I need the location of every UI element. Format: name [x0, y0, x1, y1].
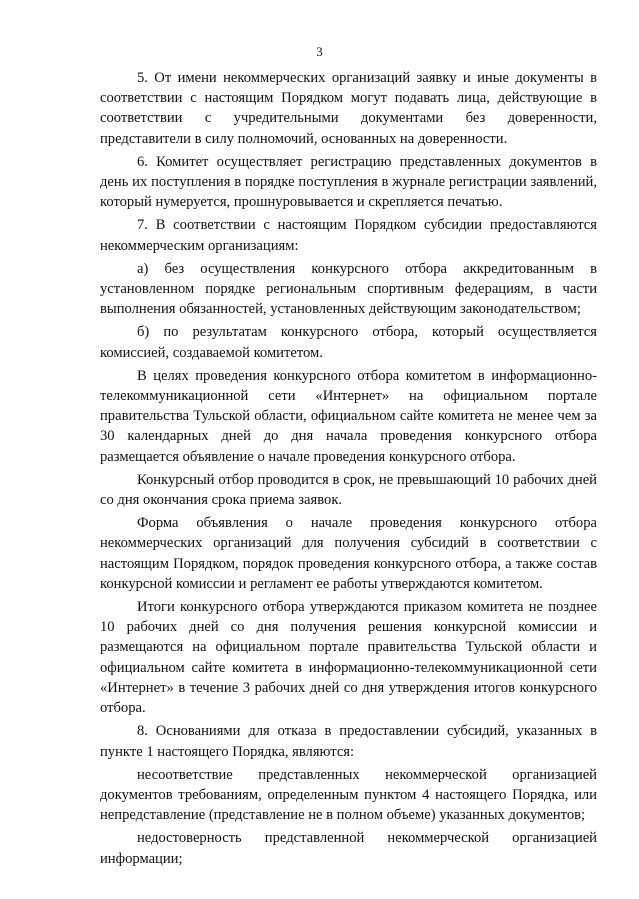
document-body	[100, 68, 597, 872]
paragraph-8: 8. Основаниями для отказа в предоставлении субсидий, указанных в пункте 1 настоящего Порядка, являются:	[100, 723, 597, 760]
paragraph-selection-results: Итоги конкурсного отбора утверждаются приказом комитета не позднее 10 рабочих дней со дня получения решения конкурсной комиссии и размещаются на официальном портале правительства Тульской области и официальном сайте комитета в информационно-телекоммуникационной сети «Интернет» в течение 3 рабочих дней со дня утверждения итогов конкурсного отбора.	[100, 599, 597, 717]
paragraph-7a: а) без осуществления конкурсного отбора аккредитованным в установленном порядке региональным спортивным федерациям, в части выполнения обязанностей, установленных действующим законодательством;	[100, 260, 597, 318]
paragraph-selection-term: Конкурсный отбор проводится в срок, не превышающий 10 рабочих дней со дня окончания срока приема заявок.	[100, 471, 597, 509]
paragraph-5: 5. От имени некоммерческих организаций заявку и иные документы в соответствии с настоящим Порядком могут подавать лица, действующие в соответствии с учредительными документами без доверенности, представители в силу полномочий, основанных на доверенности.	[100, 70, 597, 147]
page-number: 3	[316, 44, 323, 59]
paragraph-7b: б) по результатам конкурсного отбора, который осуществляется комиссией, создаваемой комитетом.	[100, 324, 597, 361]
paragraph-7: 7. В соответствии с настоящим Порядком субсидии предоставляются некоммерческим организациям:	[100, 217, 597, 254]
paragraph-8-item-1: несоответствие представленных некоммерческой организацией документов требованиям, определенным пунктом 4 настоящего Порядка, или непредставление (представление не в полном объеме) указанных документов;	[100, 766, 597, 824]
paragraph-8-item-2: недостоверность представленной некоммерческой организацией информации;	[100, 830, 597, 867]
paragraph-announcement: В целях проведения конкурсного отбора комитетом в информационно-телекоммуникационной сети «Интернет» на официальном портале правительства Тульской области, официальном сайте комитета не менее чем за 30 календарных дней до дня начала проведения конкурсного отбора размещается объявление о начале проведения конкурсного отбора.	[100, 367, 597, 465]
paragraph-announcement-form: Форма объявления о начале проведения конкурсного отбора некоммерческих организаций для получения субсидий в соответствии с настоящим Порядком, порядок проведения конкурсного отбора, а также состав конкурсной комиссии и регламент ее работы утверждаются комитетом.	[100, 515, 597, 592]
paragraph-6: 6. Комитет осуществляет регистрацию представленных документов в день их поступления в порядке поступления в журнале регистрации заявлений, который нумеруется, прошнуровывается и скрепляется печатью.	[100, 153, 597, 211]
